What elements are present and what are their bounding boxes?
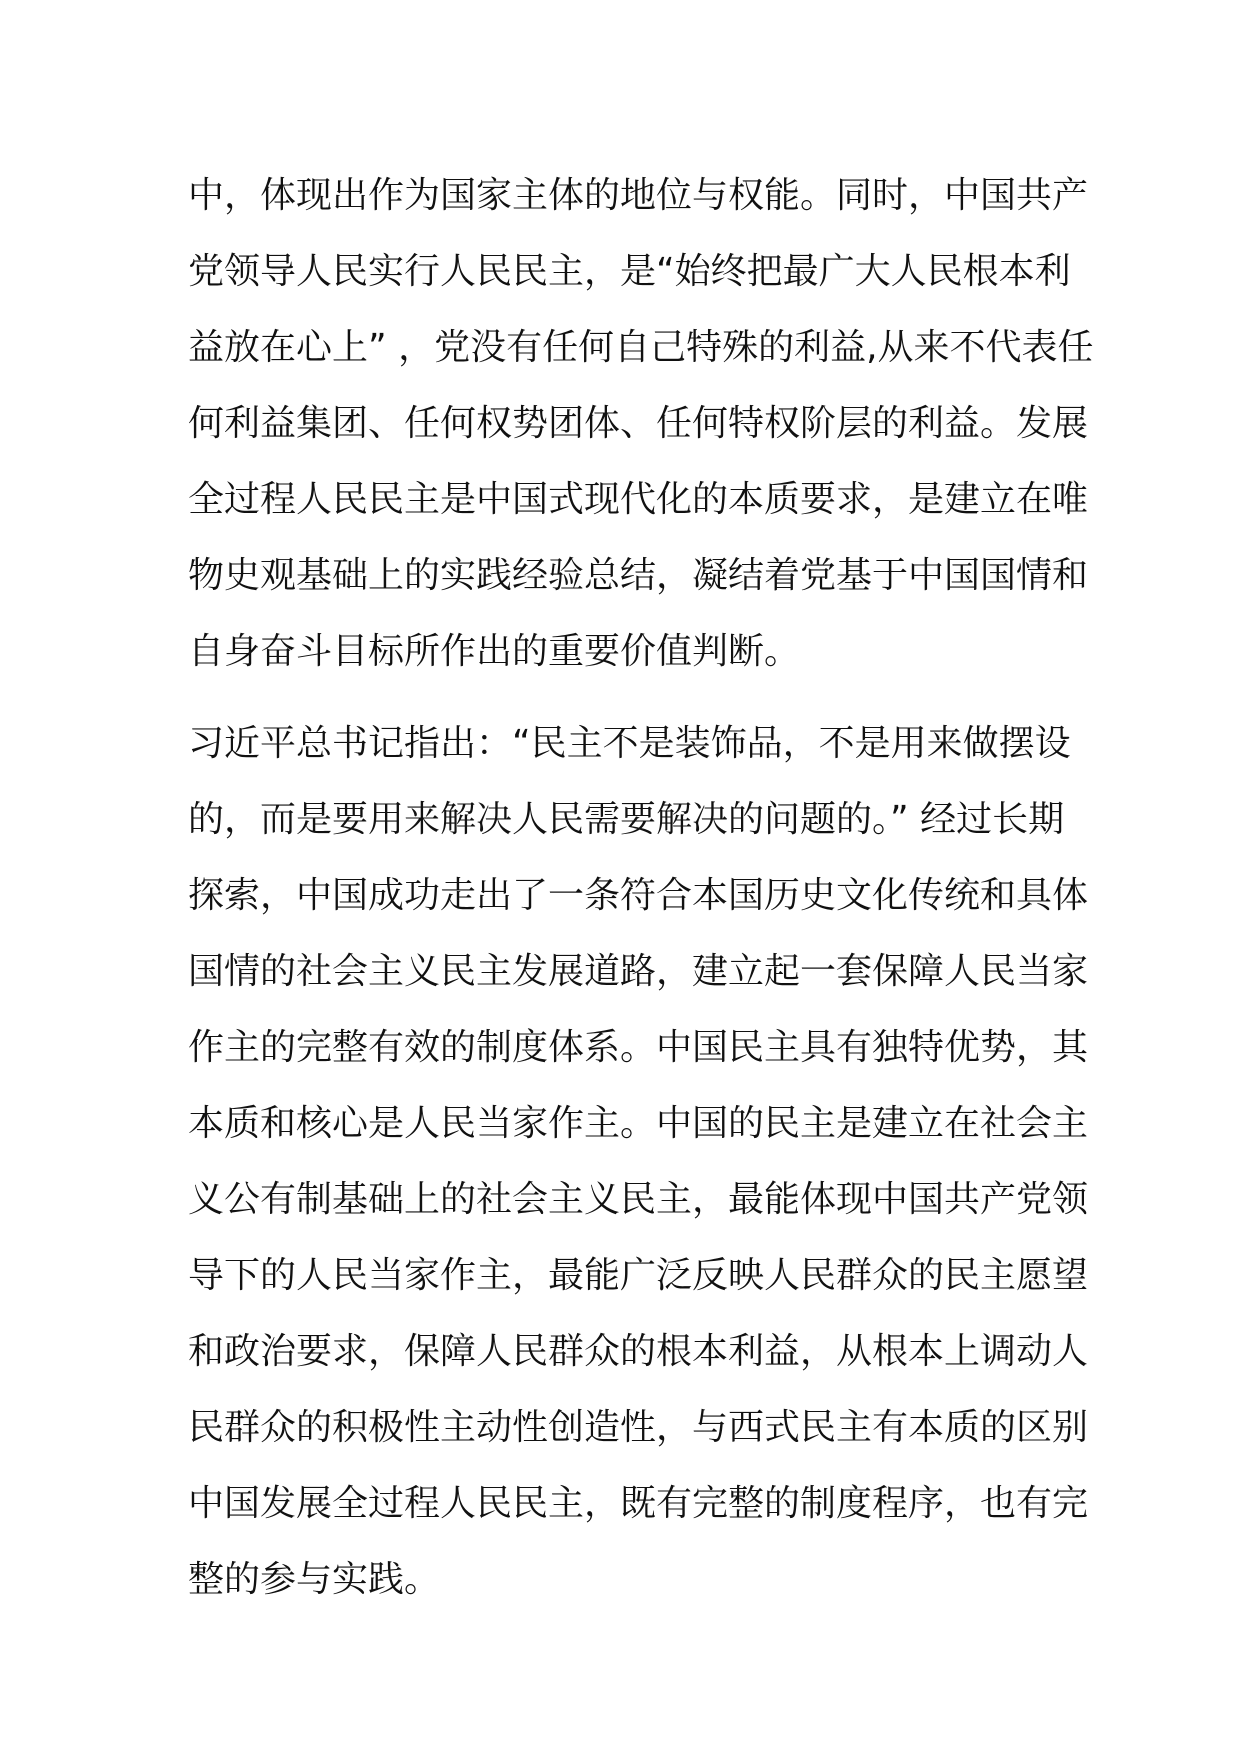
paragraph-line: 民群众的积极性主动性创造性，与西式民主有本质的区别	[188, 1407, 1089, 1448]
paragraph-line: 益放在心上” ，党没有任何自己特殊的利益,从来不代表任	[188, 327, 1094, 368]
paragraph-line: 习近平总书记指出：“民主不是装饰品，不是用来做摆设	[188, 723, 1071, 764]
paragraph-line: 义公有制基础上的社会主义民主，最能体现中国共产党领	[188, 1179, 1089, 1220]
paragraph-line: 和政治要求，保障人民群众的根本利益，从根本上调动人	[188, 1331, 1089, 1372]
paragraph-1	[188, 158, 1094, 690]
paragraph-line: 的，而是要用来解决人民需要解决的问题的。” 经过长期	[188, 799, 1065, 840]
paragraph-line: 作主的完整有效的制度体系。中国民主具有独特优势，其	[188, 1027, 1089, 1068]
paragraph-line: 党领导人民实行人民民主，是“始终把最广大人民根本利	[188, 251, 1071, 292]
paragraph-line: 物史观基础上的实践经验总结，凝结着党基于中国国情和	[188, 555, 1089, 596]
paragraph-line: 中，体现出作为国家主体的地位与权能。同时，中国共产	[188, 175, 1089, 216]
paragraph-line: 中国发展全过程人民民主，既有完整的制度程序，也有完	[188, 1483, 1089, 1524]
paragraph-line: 自身奋斗目标所作出的重要价值判断。	[188, 631, 801, 672]
paragraph-line: 全过程人民民主是中国式现代化的本质要求，是建立在唯	[188, 479, 1089, 520]
paragraph-line: 导下的人民当家作主，最能广泛反映人民群众的民主愿望	[188, 1255, 1089, 1296]
paragraph-line: 何利益集团、任何权势团体、任何特权阶层的利益。发展	[188, 403, 1089, 444]
paragraph-line: 本质和核心是人民当家作主。中国的民主是建立在社会主	[188, 1103, 1089, 1144]
paragraph-line: 整的参与实践。	[188, 1559, 441, 1600]
paragraph-line: 国情的社会主义民主发展道路，建立起一套保障人民当家	[188, 951, 1089, 992]
paragraph-line: 探索，中国成功走出了一条符合本国历史文化传统和具体	[188, 875, 1089, 916]
paragraph-2	[188, 706, 1089, 1618]
